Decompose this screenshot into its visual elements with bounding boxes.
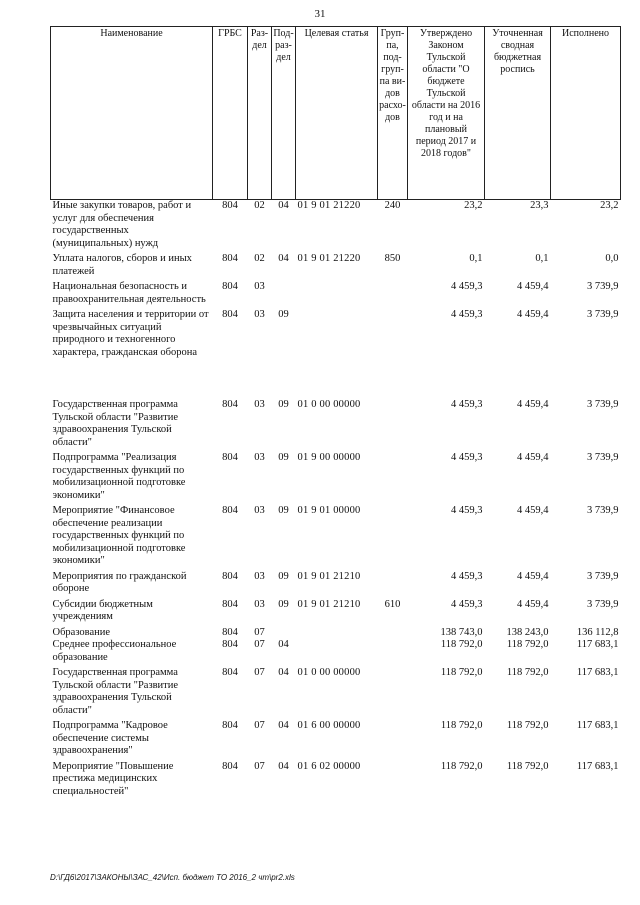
row-podrazdel: 09 xyxy=(278,570,289,582)
row-approved: 118 792,0 xyxy=(440,667,483,678)
col-header-grbs: ГРБС xyxy=(213,27,248,200)
row-approved: 0,1 xyxy=(469,253,483,264)
row-refined: 4 459,4 xyxy=(517,281,549,292)
budget-table xyxy=(50,26,621,798)
row-target: 01 9 01 21220 xyxy=(297,200,361,211)
row-razdel: 03 xyxy=(254,505,265,516)
row-grbs: 804 xyxy=(222,281,238,292)
row-refined: 23,3 xyxy=(530,200,549,211)
table-row xyxy=(51,200,621,254)
file-path-footer: D:\ГД6\2017\ЗАКОНЫ\ЗАС_42\Исп. бюджет ТО 2016_2 чт\pr2.xls xyxy=(50,873,295,882)
row-executed: 0,0 xyxy=(605,253,619,264)
row-grbs: 804 xyxy=(222,200,238,211)
row-refined: 0,1 xyxy=(535,253,549,264)
row-podrazdel: 09 xyxy=(278,598,289,610)
row-grbs: 804 xyxy=(222,760,238,772)
row-approved: 4 459,3 xyxy=(451,598,483,610)
row-name: Национальная безопасность и правоохранительная деятельность xyxy=(52,281,206,305)
row-refined: 4 459,4 xyxy=(517,505,549,516)
row-grbs: 804 xyxy=(222,639,238,650)
row-approved: 118 792,0 xyxy=(440,760,483,772)
row-razdel: 03 xyxy=(254,309,265,320)
row-group xyxy=(378,452,408,505)
row-group xyxy=(378,309,408,399)
row-target xyxy=(296,639,378,667)
row-refined: 4 459,4 xyxy=(517,452,549,463)
row-razdel: 07 xyxy=(254,667,265,678)
row-refined: 138 243,0 xyxy=(506,626,549,638)
row-target: 01 9 01 00000 xyxy=(297,505,361,516)
row-name: Мероприятие "Повышение престижа медицинских специальностей" xyxy=(52,760,174,797)
row-executed: 3 739,9 xyxy=(587,452,619,463)
row-group xyxy=(378,505,408,571)
row-grbs: 804 xyxy=(222,253,238,264)
row-refined: 118 792,0 xyxy=(506,667,549,678)
row-razdel: 03 xyxy=(254,399,265,410)
row-approved: 4 459,3 xyxy=(451,399,483,410)
row-approved: 138 743,0 xyxy=(440,626,483,638)
row-grbs: 804 xyxy=(222,309,238,320)
table-row xyxy=(51,720,621,761)
row-razdel: 02 xyxy=(254,200,265,211)
row-name: Мероприятие "Финансовое обеспечение реализации государственных функций по мобилизационной подготовке экономики" xyxy=(52,505,186,566)
row-name: Подпрограмма "Реализация государственных функций по мобилизационной подготовке экономики" xyxy=(52,452,186,501)
row-razdel: 03 xyxy=(254,570,265,582)
row-refined: 118 792,0 xyxy=(506,760,549,772)
row-target xyxy=(296,627,378,640)
row-refined: 118 792,0 xyxy=(506,639,549,650)
row-razdel: 03 xyxy=(254,281,265,292)
table-row xyxy=(51,639,621,667)
page-number: 31 xyxy=(314,8,326,20)
row-refined: 118 792,0 xyxy=(506,720,549,731)
row-target xyxy=(296,309,378,399)
row-refined: 4 459,4 xyxy=(517,309,549,320)
row-approved: 4 459,3 xyxy=(451,505,483,516)
row-executed: 117 683,1 xyxy=(576,639,619,650)
row-approved: 4 459,3 xyxy=(451,570,483,582)
row-podrazdel: 04 xyxy=(278,253,289,264)
row-podrazdel: 09 xyxy=(278,399,289,410)
row-executed: 23,2 xyxy=(600,200,619,211)
row-target: 01 9 01 21220 xyxy=(297,253,361,264)
row-target: 01 9 01 21210 xyxy=(297,598,361,610)
row-group xyxy=(378,639,408,667)
row-group: 610 xyxy=(384,598,401,610)
row-grbs: 804 xyxy=(222,720,238,731)
row-group xyxy=(378,720,408,761)
row-target: 01 6 02 00000 xyxy=(297,760,361,772)
row-name: Мероприятия по гражданской обороне xyxy=(52,570,187,594)
table-row xyxy=(51,309,621,399)
table-row xyxy=(51,627,621,640)
row-podrazdel: 09 xyxy=(278,505,289,516)
table-row xyxy=(51,571,621,599)
header-row xyxy=(51,27,621,200)
table-row xyxy=(51,599,621,627)
row-razdel: 07 xyxy=(254,639,265,650)
row-approved: 23,2 xyxy=(464,200,483,211)
row-grbs: 804 xyxy=(222,598,238,610)
row-group xyxy=(378,667,408,720)
row-approved: 118 792,0 xyxy=(440,639,483,650)
row-target: 01 0 00 00000 xyxy=(297,399,361,410)
row-executed: 3 739,9 xyxy=(587,505,619,516)
row-grbs: 804 xyxy=(222,626,238,638)
table-row xyxy=(51,399,621,452)
row-podrazdel: 04 xyxy=(278,639,289,650)
row-group xyxy=(378,399,408,452)
row-razdel: 07 xyxy=(254,626,265,638)
table-row xyxy=(51,667,621,720)
row-grbs: 804 xyxy=(222,399,238,410)
row-target: 01 6 00 00000 xyxy=(297,720,361,731)
row-name: Государственная программа Тульской области "Развитие здравоохранения Тульской области" xyxy=(52,399,179,448)
row-group xyxy=(378,281,408,309)
row-name: Субсидии бюджетным учреждениям xyxy=(52,598,153,622)
row-group xyxy=(378,627,408,640)
row-podrazdel xyxy=(272,281,296,309)
row-executed: 3 739,9 xyxy=(587,598,619,610)
row-executed: 3 739,9 xyxy=(587,399,619,410)
row-grbs: 804 xyxy=(222,667,238,678)
row-name: Государственная программа Тульской области "Развитие здравоохранения Тульской области" xyxy=(52,667,179,716)
row-executed: 136 112,8 xyxy=(576,626,619,638)
row-group: 240 xyxy=(384,200,401,211)
row-podrazdel: 04 xyxy=(278,720,289,731)
row-refined: 4 459,4 xyxy=(517,570,549,582)
col-header-razdel: Раз- дел xyxy=(248,27,272,200)
row-name: Подпрограмма "Кадровое обеспечение системы здравоохранения" xyxy=(52,720,168,756)
row-podrazdel: 04 xyxy=(278,200,289,211)
row-executed: 3 739,9 xyxy=(587,281,619,292)
row-podrazdel: 09 xyxy=(278,452,289,463)
row-podrazdel xyxy=(272,627,296,640)
row-approved: 4 459,3 xyxy=(451,452,483,463)
row-razdel: 02 xyxy=(254,253,265,264)
row-target: 01 9 01 21210 xyxy=(297,570,361,582)
col-header-group: Груп- па, под- груп- па ви- дов расхо- дов xyxy=(378,27,408,200)
row-approved: 4 459,3 xyxy=(451,309,483,320)
col-header-executed: Исполнено xyxy=(551,27,621,200)
col-header-approved: Утверждено Законом Тульской области "О бюджете Тульской области на 2016 год и на плановый период 2017 и 2018 годов" xyxy=(408,27,485,200)
row-razdel: 07 xyxy=(254,760,265,772)
row-razdel: 03 xyxy=(254,598,265,610)
table-row xyxy=(51,253,621,281)
row-grbs: 804 xyxy=(222,452,238,463)
table-row xyxy=(51,505,621,571)
row-razdel: 07 xyxy=(254,720,265,731)
col-header-target: Целевая статья xyxy=(296,27,378,200)
row-group: 850 xyxy=(384,253,401,264)
row-grbs: 804 xyxy=(222,505,238,516)
row-name: Защита населения и территории от чрезвычайных ситуаций природного и техногенного характера, гражданская оборона xyxy=(52,309,209,358)
row-target xyxy=(296,281,378,309)
row-podrazdel: 04 xyxy=(278,667,289,678)
row-approved: 4 459,3 xyxy=(451,281,483,292)
row-razdel: 03 xyxy=(254,452,265,463)
row-executed: 117 683,1 xyxy=(576,760,619,772)
row-podrazdel: 09 xyxy=(278,309,289,320)
row-podrazdel: 04 xyxy=(278,760,289,772)
table-row xyxy=(51,281,621,309)
row-refined: 4 459,4 xyxy=(517,598,549,610)
row-grbs: 804 xyxy=(222,570,238,582)
table-row xyxy=(51,761,621,799)
row-executed: 3 739,9 xyxy=(587,570,619,582)
row-name: Иные закупки товаров, работ и услуг для обеспечения государственных (муниципальных) нужд xyxy=(52,200,192,249)
row-executed: 117 683,1 xyxy=(576,720,619,731)
row-name: Уплата налогов, сборов и иных платежей xyxy=(52,253,192,277)
row-approved: 118 792,0 xyxy=(440,720,483,731)
row-name: Образование xyxy=(52,626,111,638)
col-header-podrazdel: Под- раз- дел xyxy=(272,27,296,200)
row-executed: 3 739,9 xyxy=(587,309,619,320)
row-group xyxy=(378,761,408,799)
row-group xyxy=(378,571,408,599)
row-target: 01 0 00 00000 xyxy=(297,667,361,678)
col-header-refined: Уточненная сводная бюджетная роспись xyxy=(485,27,551,200)
table-row xyxy=(51,452,621,505)
row-name: Среднее профессиональное образование xyxy=(52,639,177,663)
col-header-name: Наименование xyxy=(51,27,213,200)
row-target: 01 9 00 00000 xyxy=(297,452,361,463)
row-refined: 4 459,4 xyxy=(517,399,549,410)
row-executed: 117 683,1 xyxy=(576,667,619,678)
